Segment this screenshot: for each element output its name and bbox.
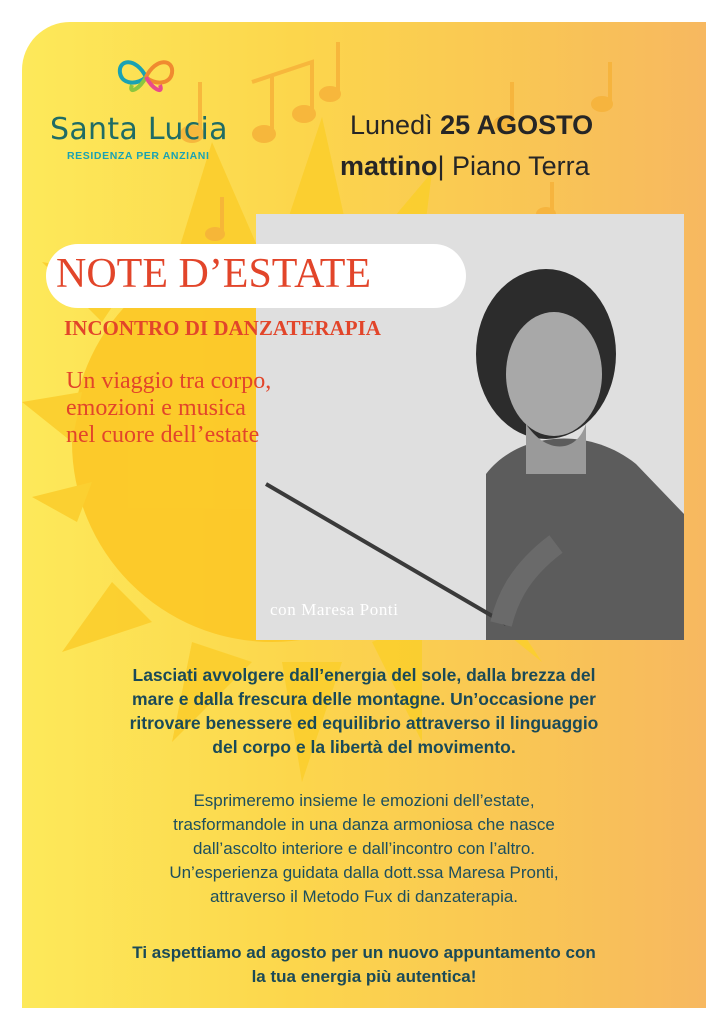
separator: |: [437, 151, 445, 181]
paragraph-line: la tua energia più autentica!: [251, 967, 477, 986]
paragraph-line: Ti aspettiamo ad agosto per un nuovo appuntamento con: [132, 943, 596, 962]
butterfly-logo-icon: [114, 55, 178, 99]
tagline-line: nel cuore dell’estate: [66, 422, 260, 448]
paragraph-line: Esprimeremo insieme le emozioni dell’estate,: [193, 791, 535, 810]
paragraph-line: Lasciati avvolgere dall’energia del sole, dalla brezza del: [132, 665, 596, 685]
tagline-line: emozioni e musica: [66, 395, 246, 421]
event-time-location: [340, 151, 590, 182]
paragraph-line: Un’esperienza guidata dalla dott.ssa Maresa Pronti,: [169, 863, 559, 882]
event-date: [350, 110, 593, 141]
intro-paragraph: [52, 663, 676, 759]
event-title: NOTE D’ESTATE: [56, 251, 372, 297]
event-tagline: [66, 368, 271, 449]
paragraph-line: attraverso il Metodo Fux di danzaterapia.: [209, 887, 519, 906]
tagline-line: Un viaggio tra corpo,: [66, 368, 272, 394]
paragraph-line: trasformandole in una danza armoniosa che nasce: [173, 815, 555, 834]
paragraph-line: ritrovare benessere ed equilibrio attraverso il linguaggio: [129, 713, 599, 733]
event-subtitle: INCONTRO DI DANZATERAPIA: [64, 316, 381, 340]
paragraph-line: dall’ascolto interiore e dall’incontro con l’altro.: [192, 839, 536, 858]
event-location: Piano Terra: [452, 151, 590, 181]
closing-paragraph: [52, 941, 676, 989]
description-paragraph: [52, 789, 676, 909]
brand-name: Santa Lucia: [50, 112, 228, 147]
event-date-value: 25 AGOSTO: [440, 110, 594, 140]
event-moment: mattino: [340, 151, 438, 181]
brand-subtitle: RESIDENZA PER ANZIANI: [67, 150, 210, 162]
paragraph-line: del corpo e la libertà del movimento.: [212, 737, 516, 757]
paragraph-line: mare e dalla frescura delle montagne. Un’occasione per: [132, 689, 596, 709]
event-poster: [22, 22, 706, 1008]
event-day: Lunedì: [350, 110, 433, 140]
facilitator-caption: con Maresa Ponti: [270, 600, 399, 619]
